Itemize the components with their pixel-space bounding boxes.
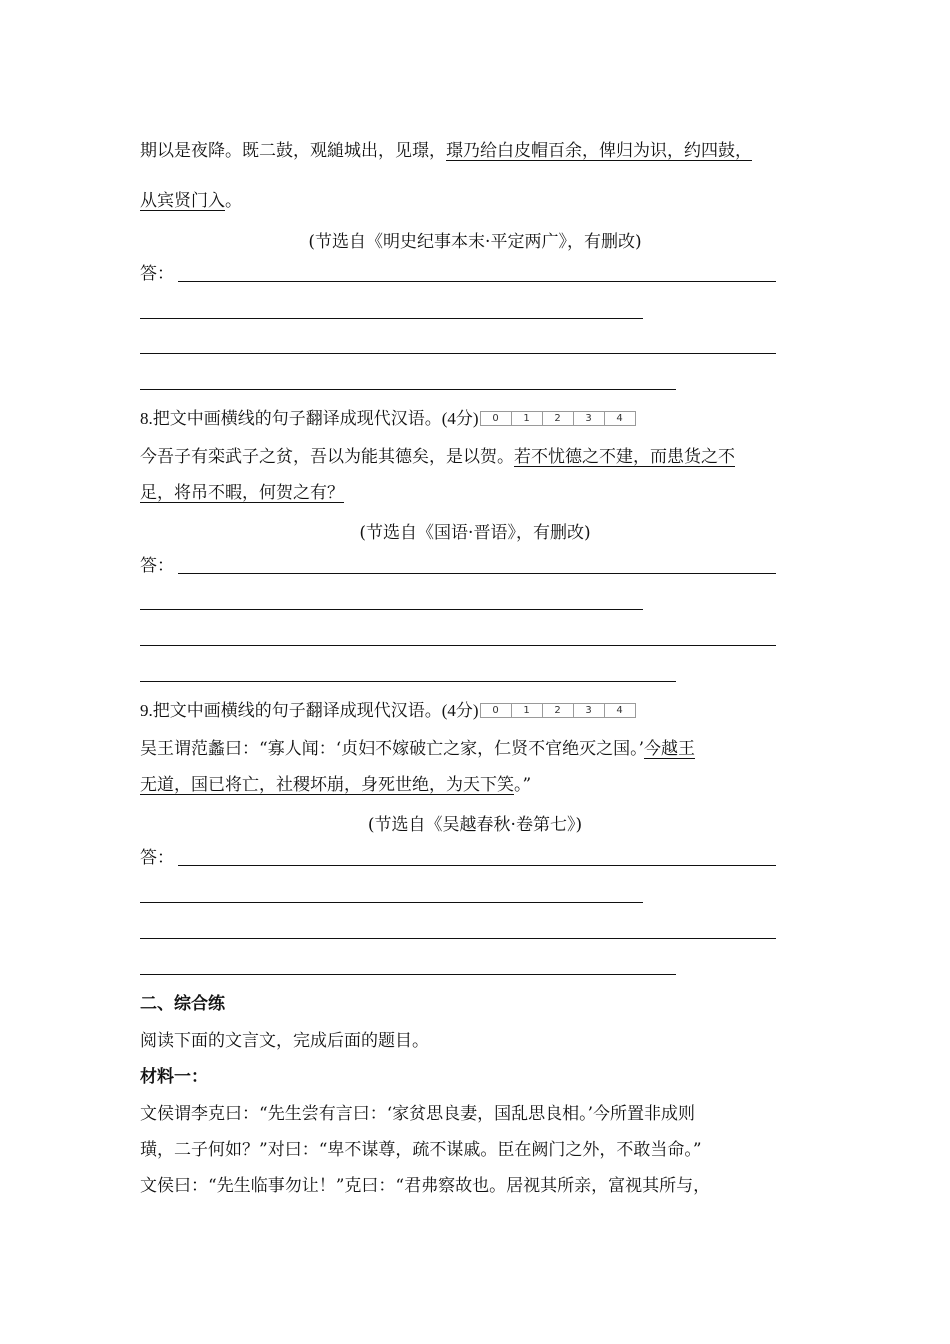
answer-label: 答： xyxy=(140,556,174,576)
answer-line[interactable] xyxy=(178,573,776,574)
score-cell[interactable]: 4 xyxy=(616,705,623,716)
passage-text: 吴王谓范蠡曰：“寡人闻：‘贞妇不嫁破亡之家，仁贤不官绝灭之国。’ xyxy=(140,739,644,759)
underlined-sentence: 从宾贤门入 xyxy=(140,191,225,211)
answer-line[interactable] xyxy=(140,902,643,903)
answer-line[interactable] xyxy=(140,645,776,646)
passage-line-2 xyxy=(140,190,242,212)
passage-line xyxy=(140,446,735,468)
score-cell[interactable]: 2 xyxy=(543,412,574,425)
underlined-sentence: 无道，国已将亡，社稷坏崩，身死世绝，为天下笑 xyxy=(140,775,514,795)
score-cell[interactable]: 3 xyxy=(574,412,605,425)
underlined-sentence: 璟乃给白皮帽百余，俾归为识，约四鼓， xyxy=(446,141,752,161)
section-heading: 二、综合练 xyxy=(140,994,225,1014)
passage-text: 。” xyxy=(514,775,532,795)
material-line: 璜，二子何如？”对曰：“卑不谋尊，疏不谋戚。臣在阙门之外，不敢当命。” xyxy=(140,1140,702,1160)
underlined-sentence: 今越王 xyxy=(644,739,695,759)
answer-line[interactable] xyxy=(140,609,643,610)
question-9-title xyxy=(140,700,636,722)
source-citation: (节选自《吴越春秋·卷第七》) xyxy=(367,815,583,835)
passage-text: 期以是夜降。既二鼓，观縋城出，见璟， xyxy=(140,141,446,161)
score-cell[interactable]: 0 xyxy=(481,704,512,717)
question-title-text: 9.把文中画横线的句子翻译成现代汉语。(4分) xyxy=(140,701,479,720)
question-title-text: 8.把文中画横线的句子翻译成现代汉语。(4分) xyxy=(140,409,479,428)
material-line: 文侯谓李克曰：“先生尝有言曰：‘家贫思良妻，国乱思良相。’今所置非成则 xyxy=(140,1104,695,1124)
answer-line[interactable] xyxy=(140,938,776,939)
passage-line xyxy=(140,774,531,796)
material-line: 文侯曰：“先生临事勿让！”克曰：“君弗察故也。居视其所亲，富视其所与， xyxy=(140,1176,711,1196)
answer-line[interactable] xyxy=(178,281,776,282)
score-cell[interactable]: 0 xyxy=(481,412,512,425)
material-label: 材料一： xyxy=(140,1067,208,1087)
passage-line-1 xyxy=(140,140,752,162)
score-box[interactable] xyxy=(480,411,636,426)
score-cell[interactable]: 1 xyxy=(512,412,543,425)
question-8-title xyxy=(140,408,636,430)
answer-line[interactable] xyxy=(140,318,643,319)
passage-line xyxy=(140,738,695,760)
answer-line[interactable] xyxy=(140,681,676,682)
score-cell[interactable]: 3 xyxy=(574,704,605,717)
passage-line xyxy=(140,482,344,504)
answer-line[interactable] xyxy=(140,389,676,390)
score-cell[interactable]: 1 xyxy=(512,704,543,717)
passage-text: 今吾子有栾武子之贫，吾以为能其德矣，是以贺。 xyxy=(140,447,514,467)
answer-line[interactable] xyxy=(178,865,776,866)
passage-text: 。 xyxy=(225,191,242,211)
source-citation: (节选自《明史纪事本末·平定两广》，有删改) xyxy=(308,232,642,252)
answer-line[interactable] xyxy=(140,353,776,354)
score-cell[interactable]: 4 xyxy=(616,413,623,424)
answer-label: 答： xyxy=(140,264,174,284)
answer-label: 答： xyxy=(140,848,174,868)
underlined-sentence: 足，将吊不暇，何贺之有？ xyxy=(140,483,344,503)
instructions: 阅读下面的文言文，完成后面的题目。 xyxy=(140,1031,429,1051)
score-box[interactable] xyxy=(480,703,636,718)
underlined-sentence: 若不忧德之不建，而患货之不 xyxy=(514,447,735,467)
score-cell[interactable]: 2 xyxy=(543,704,574,717)
answer-line[interactable] xyxy=(140,974,676,975)
source-citation: (节选自《国语·晋语》，有删改) xyxy=(359,523,591,543)
